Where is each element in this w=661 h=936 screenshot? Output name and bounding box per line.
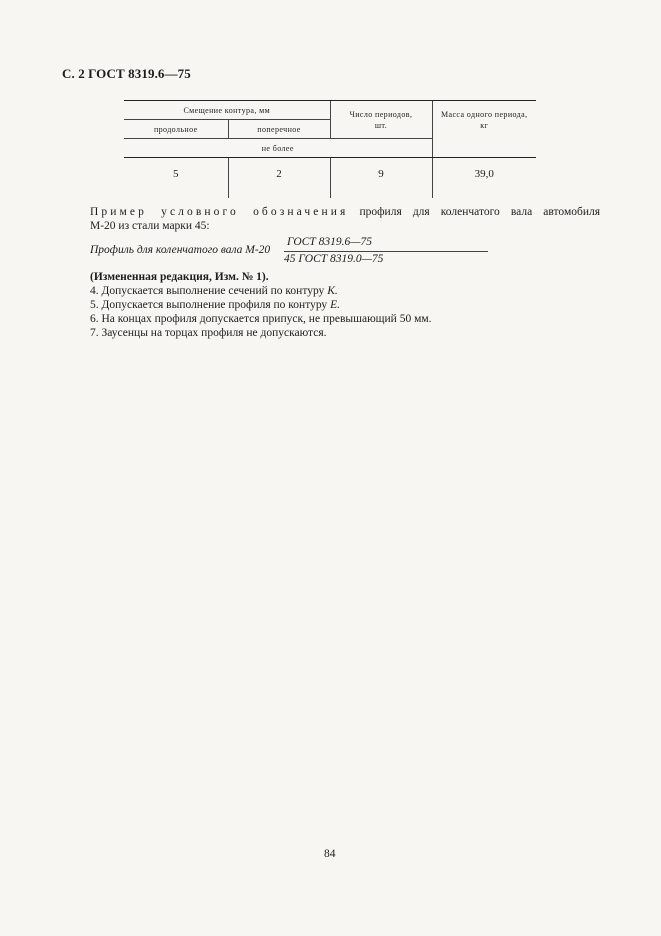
header-contour-offset: Смещение контура, мм	[124, 101, 330, 120]
designation-example-second-line: М-20 из стали марки 45:	[90, 220, 210, 232]
formula-lhs: Профиль для коленчатого вала М-20	[90, 244, 271, 256]
formula-fraction-bar	[284, 251, 488, 252]
page-number: 84	[324, 848, 336, 860]
amendment-note: (Измененная редакция, Изм. № 1).	[90, 271, 269, 283]
clause-7: 7. Заусенцы на торцах профиля не допускаются.	[90, 327, 327, 339]
subheader-empty	[432, 139, 536, 158]
cell-longitudinal: 5	[173, 168, 179, 180]
clauses-list	[90, 270, 432, 340]
header-periods-count: Число периодов, шт.	[330, 101, 432, 139]
page-header: С. 2 ГОСТ 8319.6—75	[62, 66, 191, 81]
formula-denominator: 45 ГОСТ 8319.0—75	[284, 253, 384, 265]
header-transverse: поперечное	[228, 120, 330, 139]
header-longitudinal: продольное	[153, 124, 198, 134]
designation-example-lead: Пример условного обозначения	[90, 206, 349, 218]
clause-6: 6. На концах профиля допускается припуск, не превышающий 50 мм.	[90, 313, 432, 325]
subheader-not-more: не более	[124, 139, 432, 158]
designation-example-lead-rest: профиля для коленчатого вала автомобиля	[359, 206, 601, 218]
header-period-mass: Масса одного периода, кг	[432, 101, 536, 139]
cell-periods: 9	[330, 158, 432, 199]
clause-5: 5. Допускается выполнение профиля по контуру Е.	[90, 299, 340, 311]
specification-table	[124, 100, 536, 198]
clause-4: 4. Допускается выполнение сечений по контуру К.	[90, 285, 338, 297]
cell-transverse: 2	[228, 158, 330, 199]
formula-numerator: ГОСТ 8319.6—75	[287, 236, 372, 248]
designation-example-intro	[90, 206, 600, 218]
cell-mass: 39,0	[432, 158, 536, 199]
